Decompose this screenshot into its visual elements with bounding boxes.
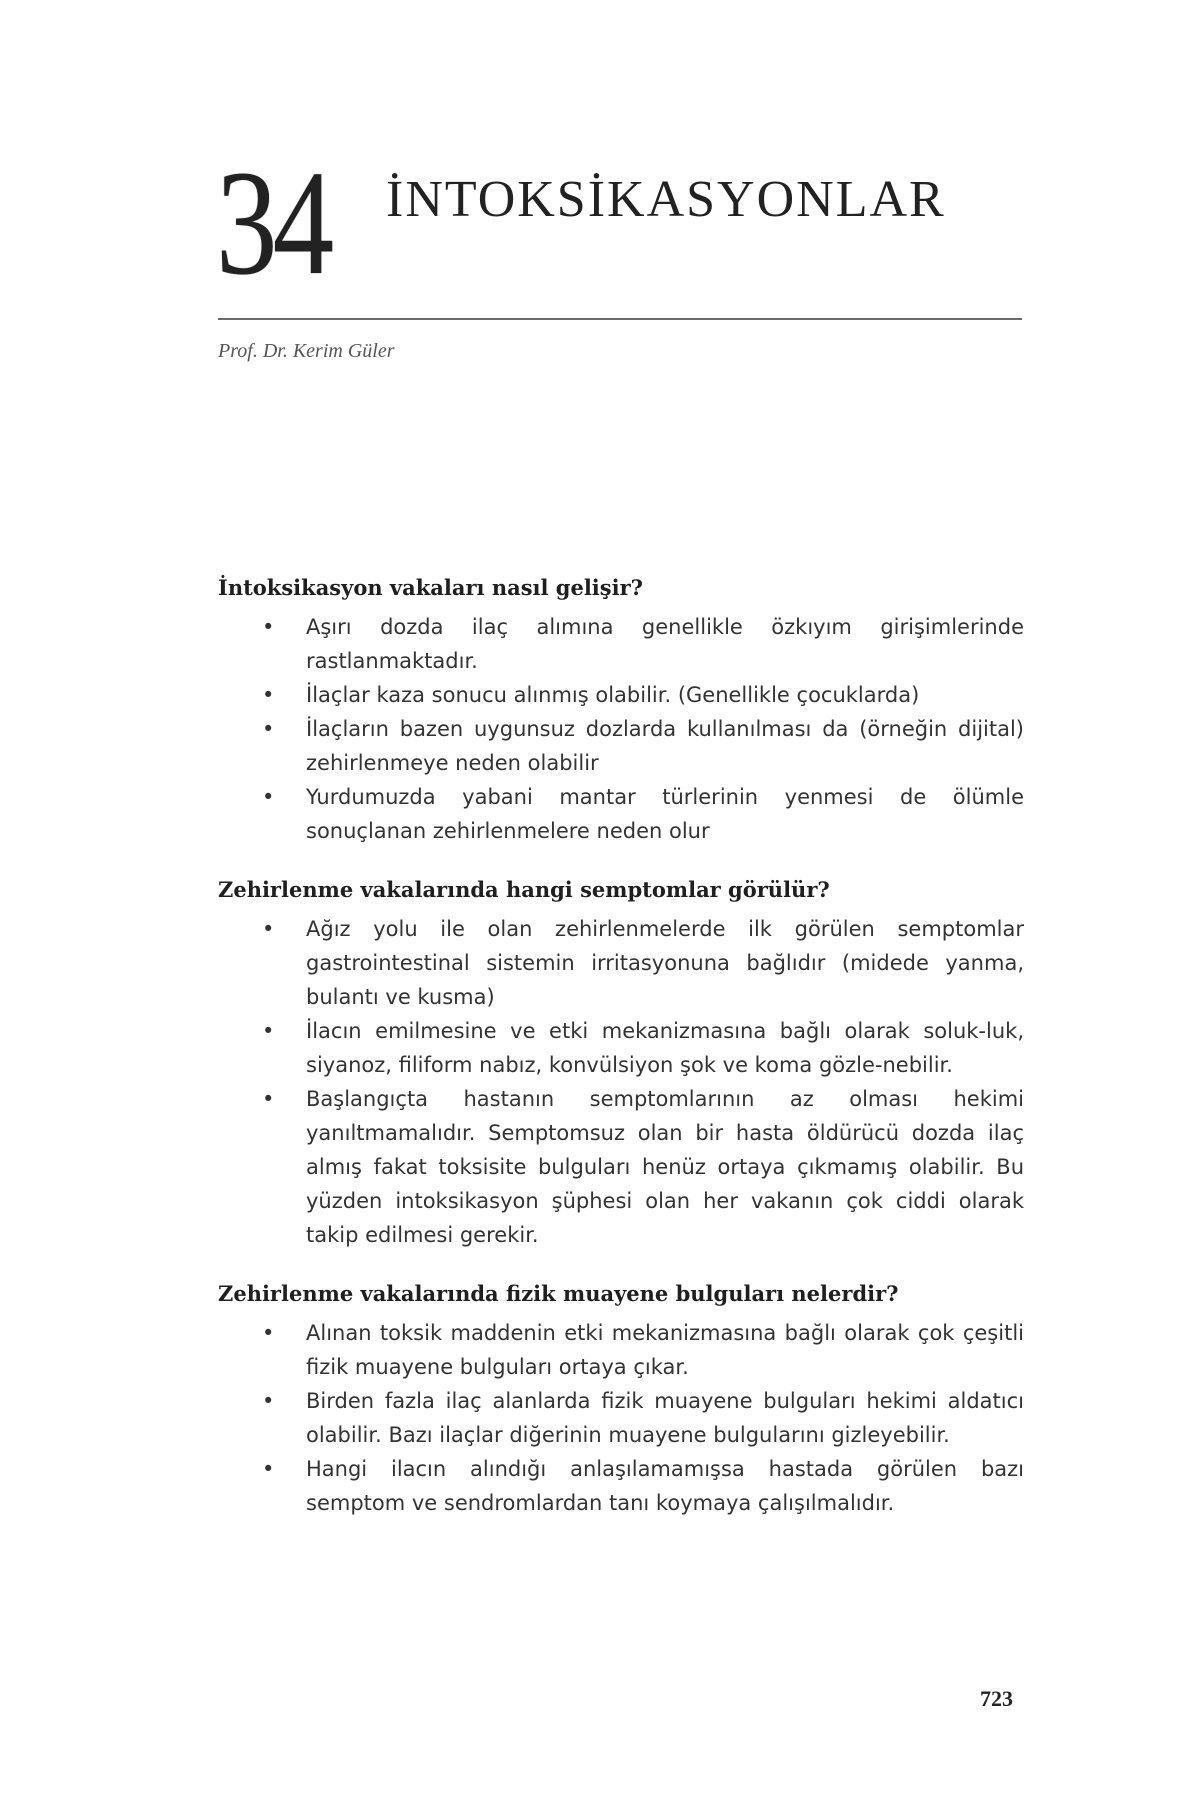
list-item-text: Ağız yolu ile olan zehirlenmelerde ilk görülen semptomlar gastrointestinal sistemin irritasyonuna bağlıdır (midede yanma, bulantı ve kusma) (306, 917, 1024, 1009)
list-item (218, 678, 1024, 712)
bullet-list (218, 610, 1024, 848)
page-number: 723 (980, 1686, 1013, 1711)
list-item (218, 1014, 1024, 1082)
bullet-icon: • (262, 683, 275, 707)
list-item-text: Hangi ilacın alındığı anlaşılamamışsa hastada görülen bazı semptom ve sendromlardan tanı koymaya çalışılmalıdır. (306, 1457, 1024, 1515)
chapter-author: Prof. Dr. Kerim Güler (218, 340, 395, 362)
list-item-text: İlaçlar kaza sonucu alınmış olabilir. (Genellikle çocuklarda) (306, 683, 920, 707)
list-item (218, 1384, 1024, 1452)
chapter-title: İNTOKSİKASYONLAR (386, 171, 946, 228)
list-item-text: Başlangıçta hastanın semptomlarının az olması hekimi yanıltmamalıdır. Semptomsuz olan bir hasta öldürücü dozda ilaç almış fakat toksisite bulguları henüz ortaya çıkmamış olabilir. Bu yüzden intoksikasyon şüphesi olan her vakanın çok ciddi olarak takip edilmesi gerekir. (306, 1087, 1024, 1247)
bullet-icon: • (262, 1087, 275, 1111)
list-item-text: Alınan toksik maddenin etki mekanizmasına bağlı olarak çok çeşitli fizik muayene bulguları ortaya çıkar. (306, 1321, 1024, 1379)
list-item-text: Yurdumuzda yabani mantar türlerinin yenmesi de ölümle sonuçlanan zehirlenmelere neden olur (306, 785, 1024, 843)
bullet-icon: • (262, 917, 275, 941)
chapter-number: 34 (216, 140, 330, 306)
bullet-icon: • (262, 1321, 275, 1345)
bullet-icon: • (262, 1019, 275, 1043)
bullet-list (218, 1316, 1024, 1520)
bullet-icon: • (262, 717, 275, 741)
section-question: Zehirlenme vakalarında hangi semptomlar görülür? (218, 877, 830, 902)
bullet-icon: • (262, 785, 275, 809)
bullet-icon: • (262, 1457, 275, 1481)
list-item-text: Aşırı dozda ilaç alımına genellikle özkıyım girişimlerinde rastlanmaktadır. (306, 615, 1024, 673)
bullet-icon: • (262, 615, 275, 639)
list-item (218, 1082, 1024, 1252)
list-item-text: İlaçların bazen uygunsuz dozlarda kullanılması da (örneğin dijital) zehirlenmeye neden olabilir (306, 717, 1024, 775)
section-question: Zehirlenme vakalarında fizik muayene bulguları nelerdir? (218, 1281, 899, 1306)
chapter-content (218, 572, 1024, 1546)
qa-section (218, 1278, 1024, 1520)
list-item (218, 1316, 1024, 1384)
title-divider (218, 318, 1022, 320)
list-item-text: Birden fazla ilaç alanlarda fizik muayene bulguları hekimi aldatıcı olabilir. Bazı ilaçlar diğerinin muayene bulgularını gizleyebilir. (306, 1389, 1024, 1447)
qa-section (218, 572, 1024, 848)
list-item (218, 912, 1024, 1014)
bullet-list (218, 912, 1024, 1252)
list-item (218, 610, 1024, 678)
qa-section (218, 874, 1024, 1252)
list-item (218, 1452, 1024, 1520)
list-item (218, 712, 1024, 780)
section-question: İntoksikasyon vakaları nasıl gelişir? (218, 575, 643, 600)
list-item-text: İlacın emilmesine ve etki mekanizmasına bağlı olarak soluk-luk, siyanoz, filiform nabız, konvülsiyon şok ve koma gözle-nebilir. (306, 1019, 1024, 1077)
list-item (218, 780, 1024, 848)
bullet-icon: • (262, 1389, 275, 1413)
